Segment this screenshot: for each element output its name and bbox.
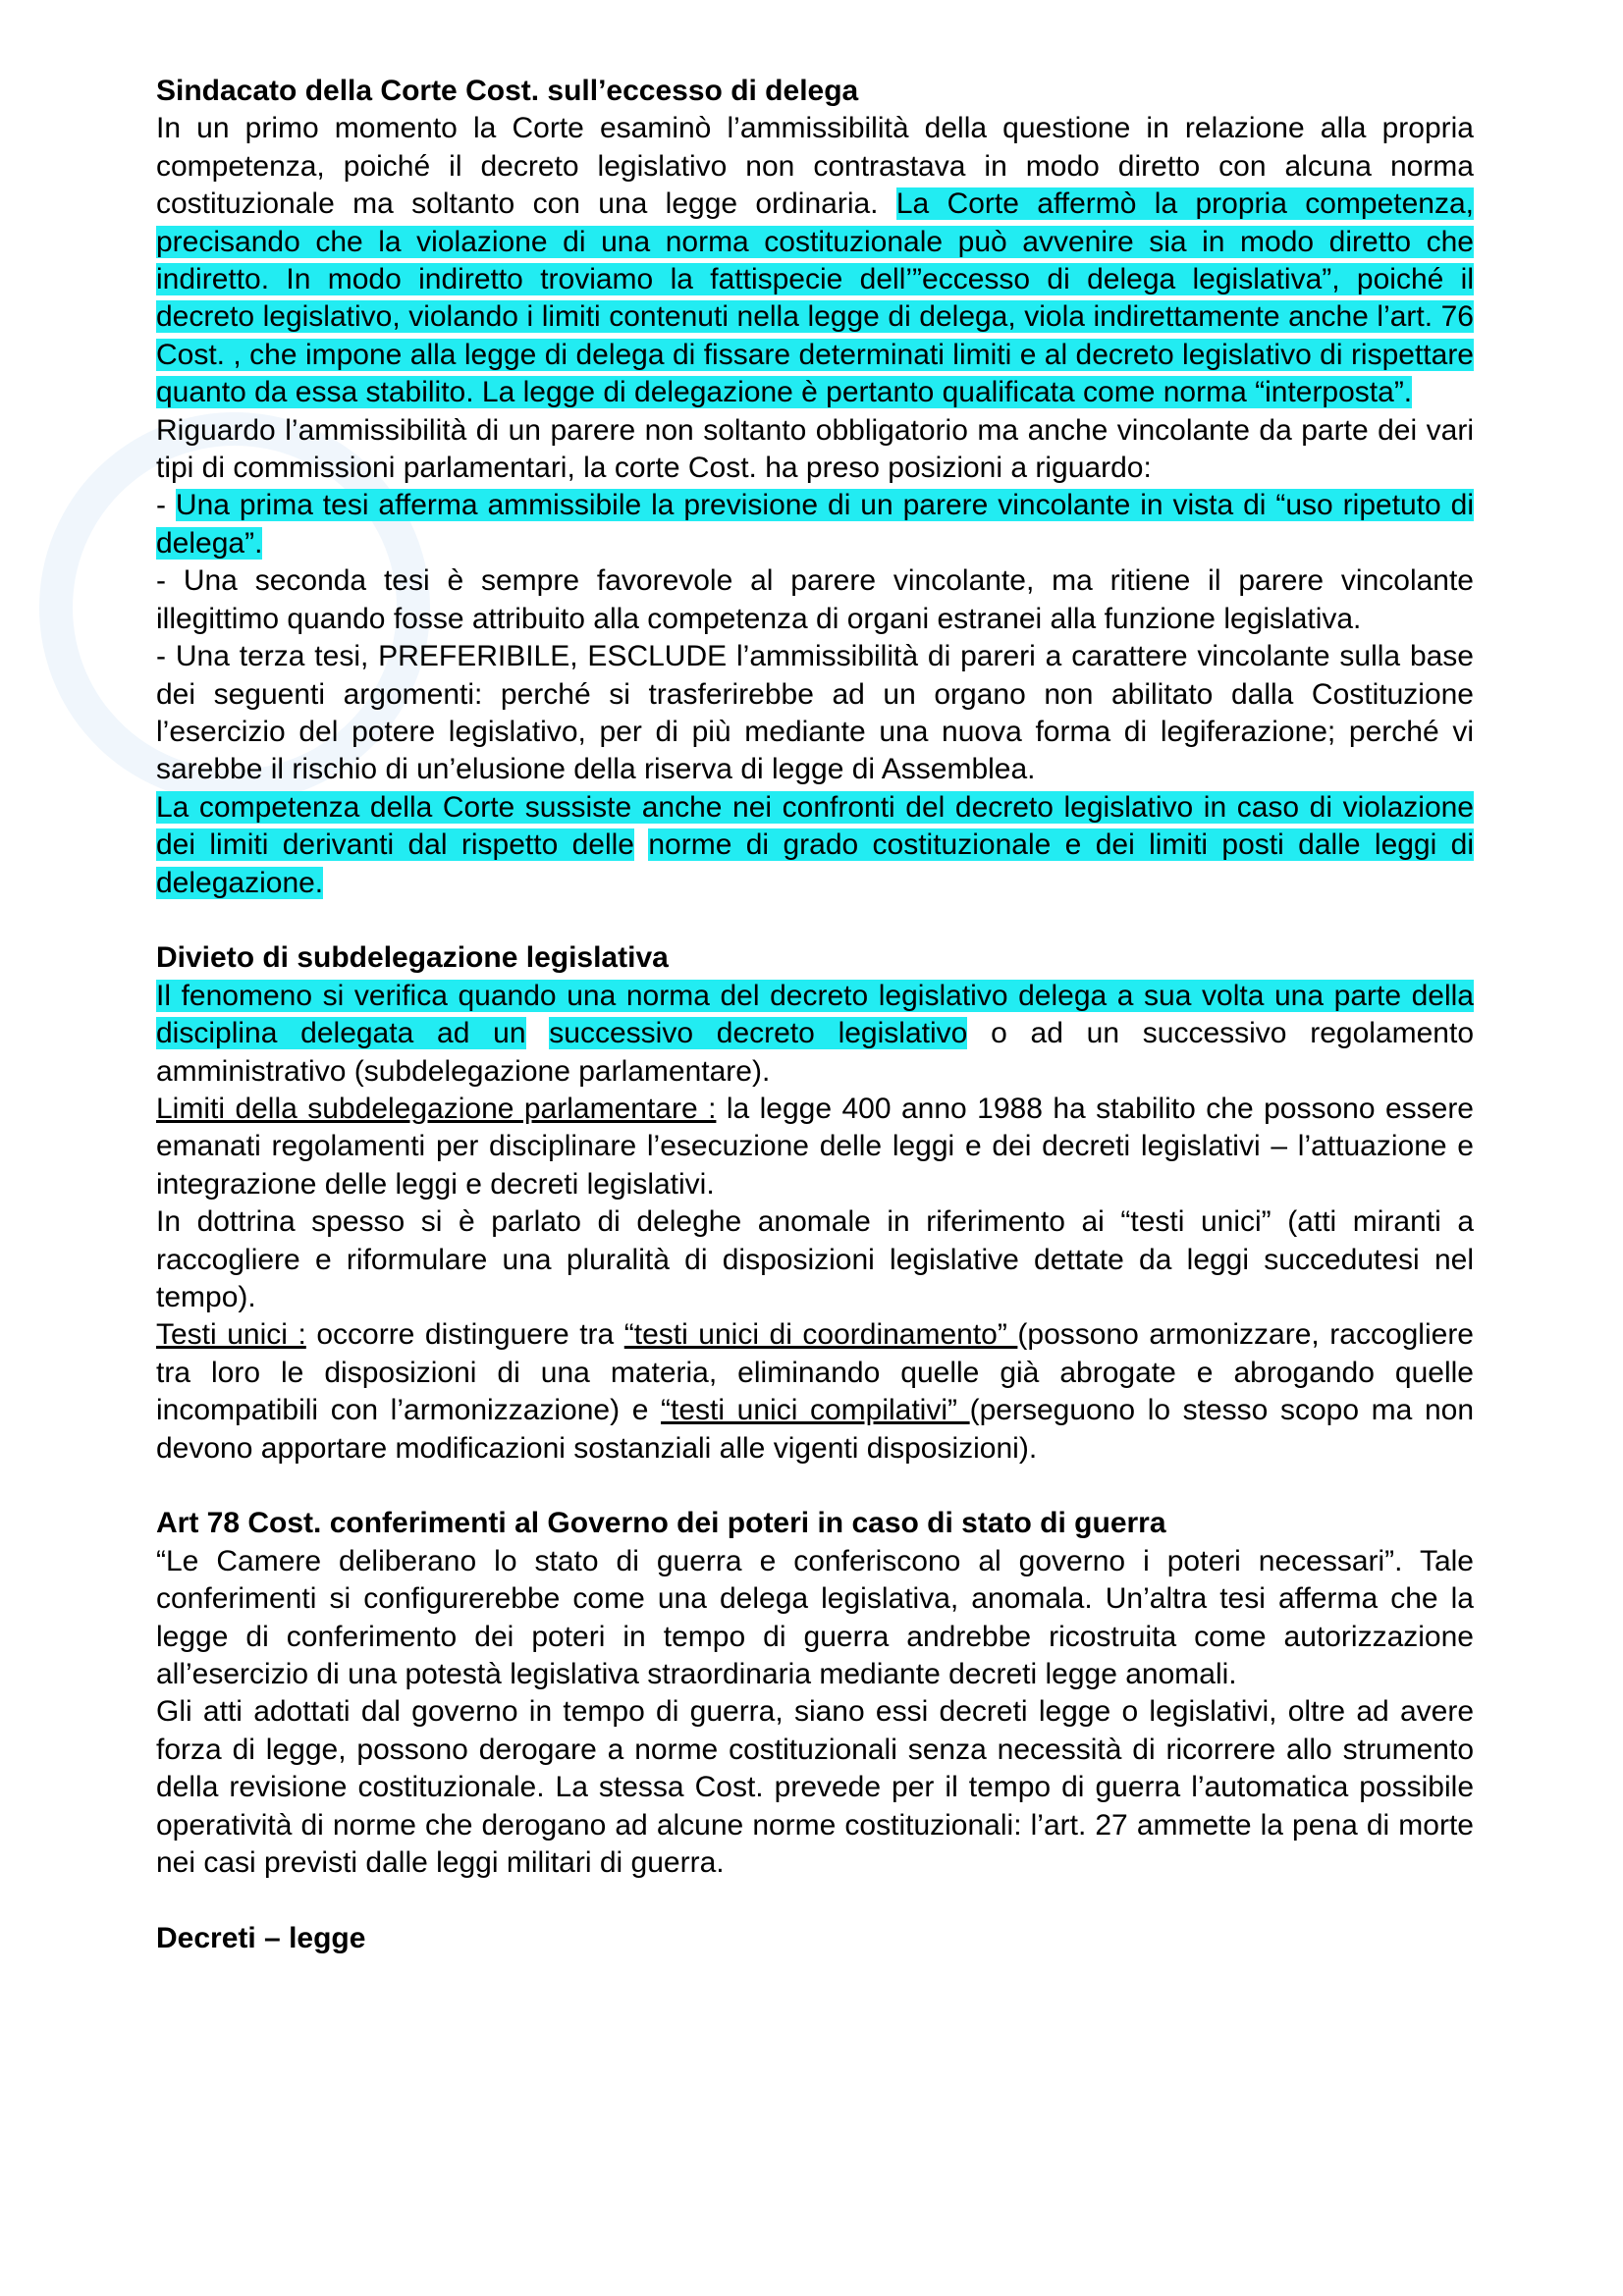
section-title-art78: Art 78 Cost. conferimenti al Governo dei poteri in caso di stato di guerra [156, 1507, 1166, 1540]
text-run [634, 828, 648, 861]
highlighted-text: La competenza della Corte sussiste anche nei confronti del decreto legislativo in caso di violazione dei limiti derivanti dal rispetto delle [156, 790, 1474, 862]
spacer [156, 1882, 1474, 1919]
paragraph [156, 1316, 1474, 1468]
section-title-sindacato: Sindacato della Corte Cost. sull’eccesso di delega [156, 75, 859, 107]
spacer [156, 1468, 1474, 1505]
underlined-text: Testi unici : [156, 1318, 306, 1352]
text-run: (perseguono lo stesso scopo ma non devono apportare modificazioni sostanziali alle vigenti disposizioni). [156, 1394, 1475, 1465]
paragraph [156, 110, 1474, 411]
spacer [156, 902, 1474, 939]
underlined-text: “testi unici di coordinamento” [623, 1318, 1018, 1352]
text-run: (possono armonizzare, raccogliere tra loro le disposizioni di una materia, eliminando quelle già abrogate e abrogando quelle incompatibili con l’armonizzazione) e [156, 1318, 1474, 1427]
paragraph: “Le Camere deliberano lo stato di guerra e conferiscono al governo i poteri necessari”. Tale conferimenti si configurerebbe come una delega legislativa, anomala. Un’altra tesi afferma che la legge di conferimento dei poteri in tempo di guerra andrebbe ricostruita come autorizzazione all’esercizio di una potestà legislativa straordinaria mediante decreti legge anomali. [156, 1544, 1474, 1691]
paragraph: - Una terza tesi, PREFERIBILE, ESCLUDE l’ammissibilità di pareri a carattere vincolante sulla base dei seguenti argomenti: perché si trasferirebbe ad un organo non abilitato dalla Costituzione l’esercizio del potere legislativo, per di più mediante una nuova forma di legiferazione; perché vi sarebbe il rischio di un’elusione della riserva di legge di Assemblea. [156, 640, 1474, 786]
underlined-text: “testi unici compilativi” [661, 1394, 970, 1427]
text-run: In un primo momento la Corte esaminò l’ammissibilità della questione in relazione alla propria competenza, poiché il decreto legislativo non contrastava in modo diretto con alcuna norma costituzionale ma soltanto con una legge ordinaria. [156, 112, 1474, 221]
highlighted-text: La Corte affermò la propria competenza, precisando che la violazione di una norma costituzionale può avvenire sia in modo diretto che indiretto. In modo indiretto troviamo la fattispecie dell’”eccesso di delega legislativa”, poiché il decreto legislativo, violando i limiti contenuti nella legge di delega, viola indirettamente anche l’art. 76 Cost. , che impone alla legge di delega di fissare determinati limiti e al decreto legislativo di rispettare quanto da essa stabilito. La legge di delegazione è pertanto qualificata come norma “interposta”. [156, 187, 1474, 409]
highlighted-text: successivo decreto legislativo [549, 1017, 968, 1050]
highlighted-text: norme di grado costituzionale e dei limiti posti dalle leggi di delegazione. [156, 828, 1474, 899]
highlighted-text: Il fenomeno si verifica quando una norma del decreto legislativo delega a sua volta una parte della disciplina delegata ad un [156, 979, 1474, 1050]
text-run [526, 1017, 550, 1049]
paragraph: Riguardo l’ammissibilità di un parere non soltanto obbligatorio ma anche vincolante da parte dei vari tipi di commissioni parlamentari, la corte Cost. ha preso posizioni a riguardo: [156, 413, 1474, 485]
section-title-decreti-legge: Decreti – legge [156, 1921, 366, 1954]
paragraph [156, 789, 1474, 902]
section-title-subdelegazione: Divieto di subdelegazione legislativa [156, 941, 669, 975]
paragraph: In dottrina spesso si è parlato di deleghe anomale in riferimento ai “testi unici” (atti miranti a raccogliere e riformulare una pluralità di disposizioni legislative dettate da leggi succedutesi nel tempo). [156, 1205, 1474, 1313]
text-run: - [156, 489, 176, 522]
paragraph: Gli atti adottati dal governo in tempo di guerra, siano essi decreti legge o legislativi, oltre ad avere forza di legge, possono derogare a norme costituzionali senza necessità di ricorrere allo strumento della revisione costituzionale. La stessa Cost. prevede per il tempo di guerra l’automatica possibile operatività di norme che derogano ad alcune norme costituzionali: l’art. 27 ammette la pena di morte nei casi previsti dalle leggi militari di guerra. [156, 1695, 1474, 1880]
paragraph [156, 978, 1474, 1091]
highlighted-text: Una prima tesi afferma ammissibile la previsione di un parere vincolante in vista di “uso ripetuto di delega”. [156, 489, 1474, 560]
text-run: o ad un successivo regolamento amministrativo (subdelegazione parlamentare). [156, 1017, 1475, 1088]
document-page [156, 73, 1474, 1957]
underlined-text: Limiti della subdelegazione parlamentare : [156, 1092, 717, 1125]
text-run: la legge 400 anno 1988 ha stabilito che possono essere emanati regolamenti per disciplinare l’esecuzione delle leggi e dei decreti legislativi – l’attuazione e integrazione delle leggi e decreti legislativi. [156, 1092, 1474, 1201]
paragraph: - Una seconda tesi è sempre favorevole al parere vincolante, ma ritiene il parere vincolante illegittimo quando fosse attribuito alla competenza di organi estranei alla funzione legislativa. [156, 564, 1474, 635]
paragraph [156, 1091, 1474, 1203]
paragraph [156, 487, 1474, 562]
text-run: occorre distinguere tra [305, 1318, 624, 1352]
